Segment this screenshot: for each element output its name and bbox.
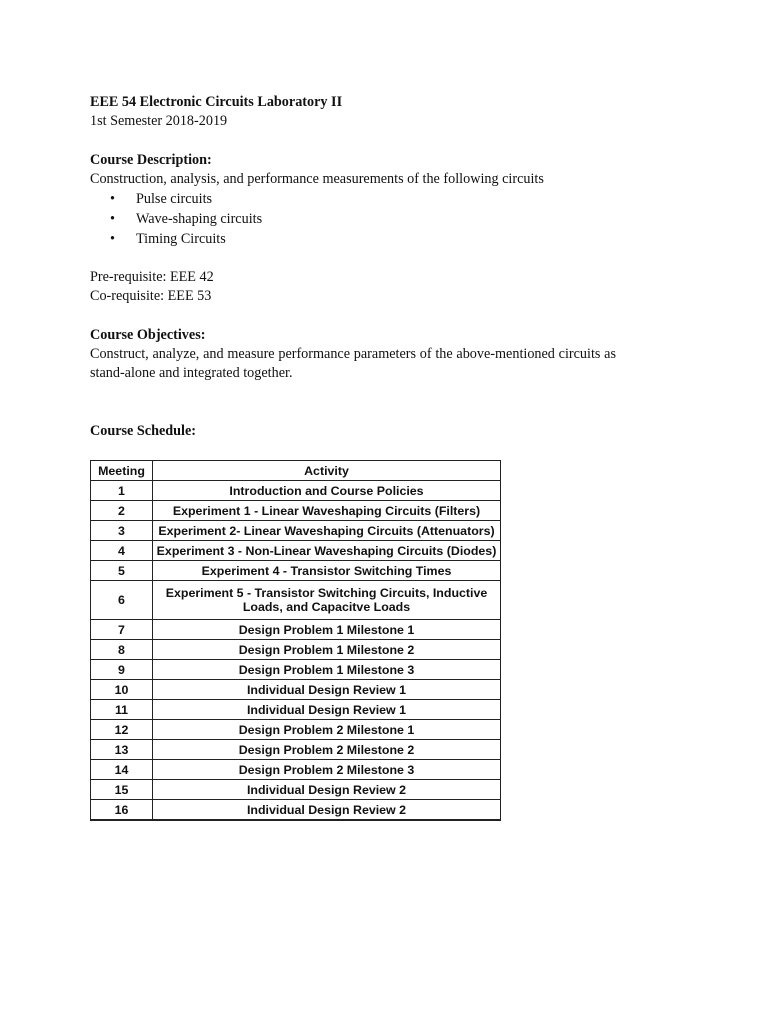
objectives-text: Construct, analyze, and measure performance parameters of the above-mentioned circuits as stand-alone and integrated together. [90, 346, 616, 381]
corequisite: Co-requisite: EEE 53 [90, 288, 212, 304]
table-row [91, 680, 501, 700]
bullet-item [110, 210, 262, 228]
meeting-cell: 1 [91, 481, 153, 501]
bullet-icon: • [110, 191, 115, 207]
schedule-heading: Course Schedule: [90, 423, 197, 439]
table-row [91, 561, 501, 581]
activity-cell: Introduction and Course Policies [153, 481, 501, 501]
table-row [91, 740, 501, 760]
activity-cell: Design Problem 1 Milestone 1 [153, 620, 501, 640]
meeting-cell: 13 [91, 740, 153, 760]
activity-cell: Design Problem 2 Milestone 2 [153, 740, 501, 760]
column-header-activity: Activity [153, 461, 501, 481]
table-row [91, 481, 501, 501]
bullet-item [110, 190, 212, 208]
bullet-icon: • [110, 231, 115, 247]
description-text: Construction, analysis, and performance measurements of the following circuits [90, 171, 544, 187]
semester-label: 1st Semester 2018-2019 [90, 113, 228, 129]
meeting-cell: 16 [91, 800, 153, 821]
activity-cell: Experiment 2- Linear Waveshaping Circuits (Attenuators) [153, 521, 501, 541]
schedule-table [90, 460, 501, 821]
meeting-cell: 4 [91, 541, 153, 561]
table-row [91, 780, 501, 800]
activity-cell: Experiment 4 - Transistor Switching Times [153, 561, 501, 581]
table-row [91, 521, 501, 541]
activity-cell: Individual Design Review 2 [153, 800, 501, 821]
meeting-cell: 2 [91, 501, 153, 521]
table-row [91, 800, 501, 821]
meeting-cell: 9 [91, 660, 153, 680]
course-title: EEE 54 Electronic Circuits Laboratory II [90, 94, 343, 110]
meeting-cell: 15 [91, 780, 153, 800]
meeting-cell: 12 [91, 720, 153, 740]
table-row [91, 700, 501, 720]
activity-cell: Individual Design Review 2 [153, 780, 501, 800]
bullet-text: Wave-shaping circuits [136, 211, 263, 227]
activity-cell: Experiment 1 - Linear Waveshaping Circuits (Filters) [153, 501, 501, 521]
meeting-cell: 10 [91, 680, 153, 700]
column-header-meeting: Meeting [91, 461, 153, 481]
table-row [91, 581, 501, 620]
meeting-cell: 11 [91, 700, 153, 720]
table-row [91, 541, 501, 561]
activity-cell: Design Problem 1 Milestone 2 [153, 640, 501, 660]
activity-cell: Design Problem 1 Milestone 3 [153, 660, 501, 680]
activity-cell: Design Problem 2 Milestone 1 [153, 720, 501, 740]
activity-cell: Experiment 3 - Non-Linear Waveshaping Circuits (Diodes) [153, 541, 501, 561]
bullet-text: Pulse circuits [136, 191, 213, 207]
table-row [91, 640, 501, 660]
description-heading: Course Description: [90, 152, 212, 168]
meeting-cell: 3 [91, 521, 153, 541]
activity-cell: Experiment 5 - Transistor Switching Circuits, Inductive Loads, and Capacitve Loads [153, 581, 501, 620]
bullet-item [110, 230, 226, 248]
meeting-cell: 14 [91, 760, 153, 780]
meeting-cell: 6 [91, 581, 153, 620]
table-row [91, 660, 501, 680]
table-row [91, 760, 501, 780]
meeting-cell: 8 [91, 640, 153, 660]
meeting-cell: 5 [91, 561, 153, 581]
meeting-cell: 7 [91, 620, 153, 640]
schedule-body [91, 481, 501, 821]
prerequisite: Pre-requisite: EEE 42 [90, 269, 214, 285]
activity-cell: Individual Design Review 1 [153, 680, 501, 700]
table-row [91, 620, 501, 640]
bullet-text: Timing Circuits [136, 231, 226, 247]
bullet-icon: • [110, 211, 115, 227]
activity-cell: Design Problem 2 Milestone 3 [153, 760, 501, 780]
objectives-heading: Course Objectives: [90, 327, 206, 343]
table-row [91, 501, 501, 521]
table-row [91, 720, 501, 740]
activity-cell: Individual Design Review 1 [153, 700, 501, 720]
table-header-row [91, 461, 501, 481]
